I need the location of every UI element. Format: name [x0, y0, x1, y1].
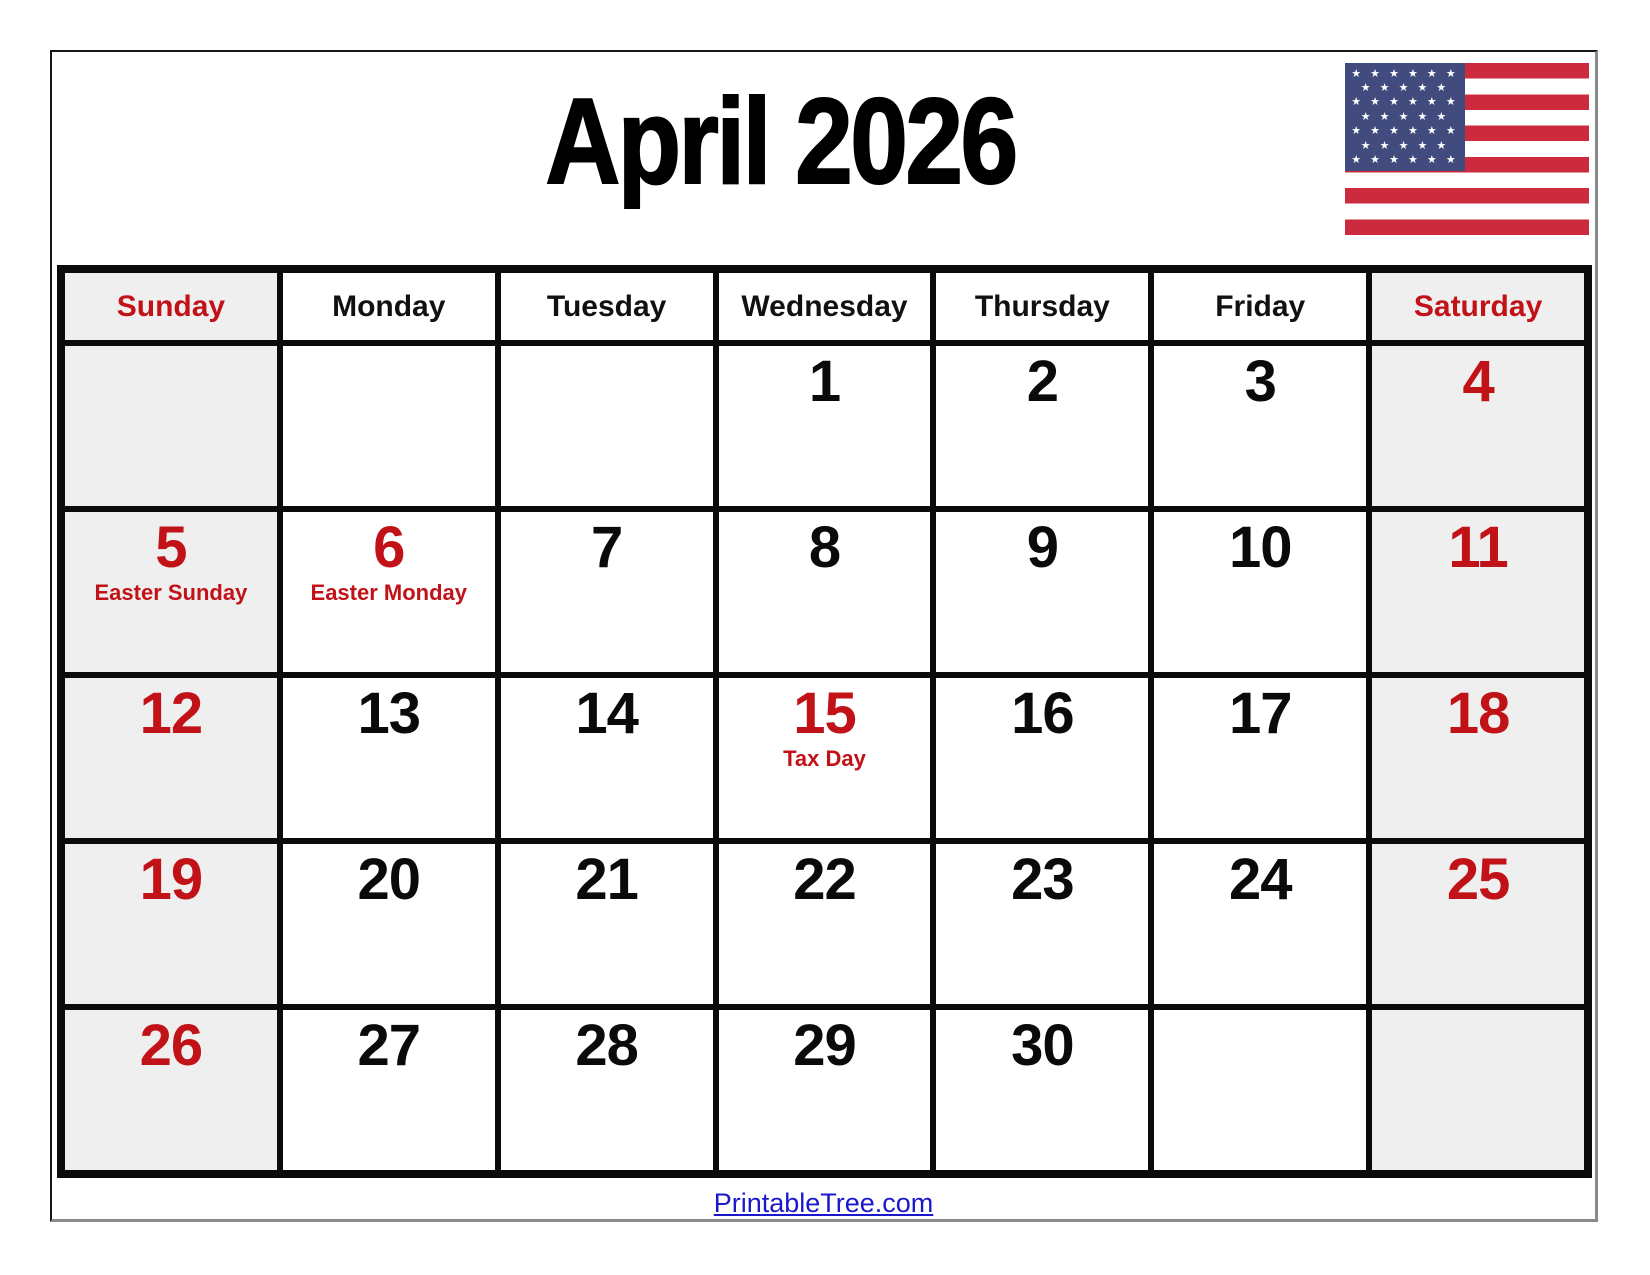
date-number: 7 [591, 515, 623, 580]
day-cell [283, 678, 495, 838]
date-number: 26 [139, 1013, 203, 1078]
date-number: 13 [357, 681, 421, 746]
date-number: 10 [1228, 515, 1292, 580]
holiday-label: Easter Sunday [94, 579, 248, 605]
date-number: 28 [575, 1013, 638, 1078]
date-number: 15 [793, 681, 856, 746]
day-cell [936, 346, 1148, 506]
day-cell [501, 512, 713, 672]
day-cell [65, 346, 277, 506]
day-cell [936, 844, 1148, 1004]
date-number: 24 [1228, 847, 1292, 912]
day-cell [1372, 678, 1584, 838]
date-number: 1 [808, 349, 841, 414]
day-cell [1154, 844, 1366, 1004]
calendar-grid [57, 265, 1592, 1178]
page-title: April 2026 [545, 73, 1016, 209]
day-cell [65, 844, 277, 1004]
weekday-header-friday: Friday [1154, 273, 1366, 340]
day-cell [719, 346, 931, 506]
date-number: 19 [139, 847, 203, 912]
date-number: 4 [1462, 349, 1494, 414]
day-cell [1372, 1010, 1584, 1170]
day-cell [719, 512, 931, 672]
date-number: 20 [357, 847, 421, 912]
footer [52, 1188, 1595, 1219]
day-cell [501, 346, 713, 506]
holiday-label: Tax Day [783, 745, 866, 771]
us-flag-icon [1345, 63, 1589, 235]
flag-stars: ★ ★ ★ ★ ★ ★ [1351, 125, 1459, 138]
date-number: 22 [793, 847, 856, 912]
day-cell [65, 1010, 277, 1170]
day-cell [65, 678, 277, 838]
day-cell [1154, 346, 1366, 506]
day-cell [936, 678, 1148, 838]
day-cell [719, 1010, 931, 1170]
date-number: 23 [1011, 847, 1074, 912]
day-cell [719, 844, 931, 1004]
date-number: 17 [1228, 681, 1292, 746]
weekday-header-saturday: Saturday [1372, 273, 1584, 340]
printabletree-link[interactable]: PrintableTree.com [713, 1188, 934, 1218]
date-number: 29 [793, 1013, 856, 1078]
day-cell [65, 512, 277, 672]
date-number: 11 [1448, 515, 1508, 580]
date-number: 21 [575, 847, 638, 912]
flag-canton [1345, 63, 1465, 171]
date-number: 30 [1011, 1013, 1074, 1078]
day-cell [283, 1010, 495, 1170]
flag-stars: ★ ★ ★ ★ ★ [1360, 110, 1450, 123]
weekday-header-wednesday: Wednesday [719, 273, 931, 340]
date-number: 27 [357, 1013, 421, 1078]
day-cell [1372, 844, 1584, 1004]
day-cell [501, 1010, 713, 1170]
day-cell [283, 512, 495, 672]
calendar-page [50, 50, 1598, 1222]
date-number: 8 [808, 515, 841, 580]
holiday-label: Easter Monday [310, 579, 468, 605]
date-number: 3 [1244, 349, 1276, 414]
flag-stars: ★ ★ ★ ★ ★ ★ [1351, 96, 1459, 109]
weekday-header-sunday: Sunday [65, 273, 277, 340]
day-cell [1154, 512, 1366, 672]
date-number: 14 [575, 681, 638, 746]
date-number: 16 [1011, 681, 1074, 746]
flag-stars: ★ ★ ★ ★ ★ [1360, 139, 1450, 152]
weekday-header-thursday: Thursday [936, 273, 1148, 340]
day-cell [1154, 1010, 1366, 1170]
calendar-header [52, 52, 1595, 265]
date-number: 6 [373, 515, 405, 580]
date-number: 25 [1446, 847, 1510, 912]
date-number: 18 [1446, 681, 1510, 746]
day-cell [501, 844, 713, 1004]
date-number: 9 [1026, 515, 1058, 580]
day-cell [283, 844, 495, 1004]
day-cell [1372, 512, 1584, 672]
date-number: 5 [155, 515, 187, 580]
flag-stars: ★ ★ ★ ★ ★ ★ [1351, 154, 1459, 167]
day-cell [719, 678, 931, 838]
day-cell [501, 678, 713, 838]
flag-stars: ★ ★ ★ ★ ★ [1360, 81, 1450, 94]
weekday-header-monday: Monday [283, 273, 495, 340]
weekday-header-tuesday: Tuesday [501, 273, 713, 340]
day-cell [283, 346, 495, 506]
day-cell [1154, 678, 1366, 838]
day-cell [936, 1010, 1148, 1170]
day-cell [936, 512, 1148, 672]
day-cell [1372, 346, 1584, 506]
date-number: 12 [139, 681, 203, 746]
flag-stars: ★ ★ ★ ★ ★ ★ [1351, 67, 1459, 80]
date-number: 2 [1026, 349, 1058, 414]
